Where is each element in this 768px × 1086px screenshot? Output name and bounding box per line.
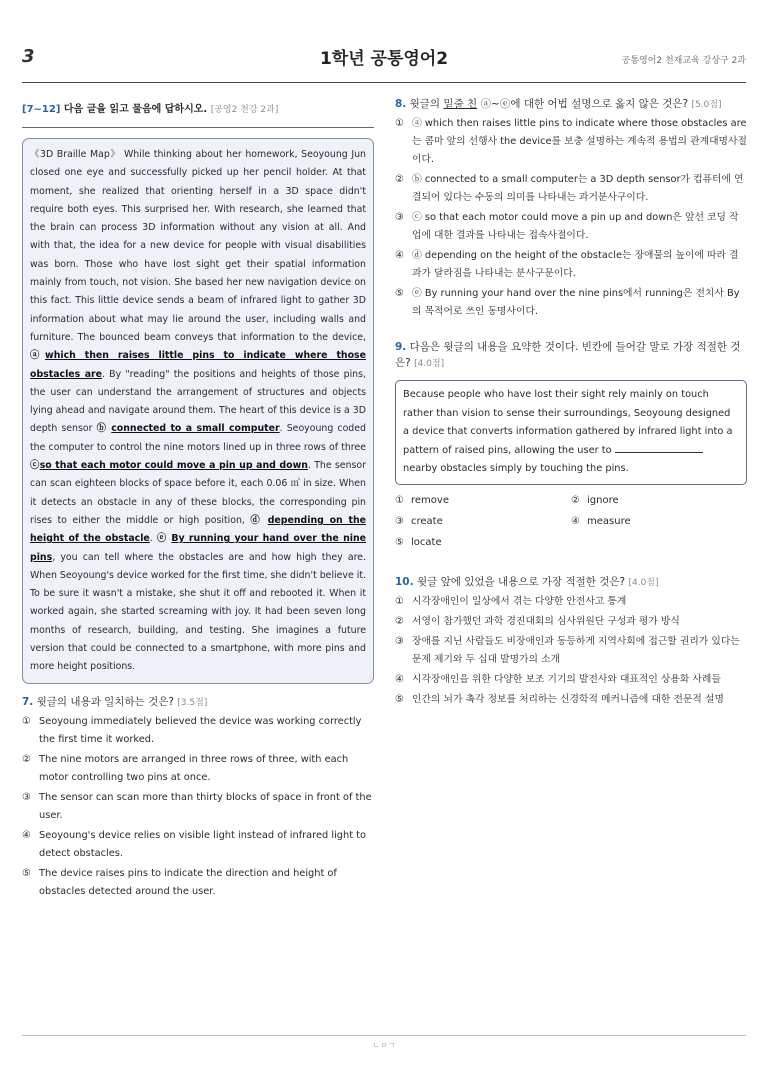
footer-divider — [22, 1035, 746, 1036]
q8-option-5-number: ⑤ — [395, 288, 404, 299]
q10-option-2[interactable] — [395, 613, 747, 631]
passage-text-4: . The sensor can scan eighteen blocks of space before it, each 0.06 ㎥ in size. When it detects an obstacle in any of these blocks, the corresponding pin rises to either the middle or high position, — [30, 460, 366, 526]
page-header — [22, 40, 746, 80]
question-8-text-underlined: 밑줄 친 — [443, 98, 478, 110]
q7-option-4[interactable] — [22, 827, 374, 863]
marker-a: ⓐ — [30, 350, 46, 362]
right-column — [395, 96, 747, 709]
passage-text-1: 《3D Braille Map》 While thinking about her homework, Seoyoung Jun closed one eye and successfully picked up her pencil holder. At that moment, she realized that orienting herself in a 3D space didn't require both eyes. This surprised her. With research, she learned that the brain can process 3D information without any vision at all. And with that, the idea for a new device for people with visual disabilities was born. Those who have lost sight get their spatial information mainly from touch, not vision. She based her new navigation device on this fact. This little device sends a beam of infrared light to gather 3D information about what may lie around the user, including walls and furniture. The bounced beam conveys that information to the device, — [30, 149, 366, 343]
q9-option-4-number: ④ — [571, 515, 580, 527]
marker-d: ⓓ — [250, 514, 263, 526]
q7-option-2-number: ② — [22, 753, 31, 765]
q8-option-4[interactable] — [395, 247, 747, 283]
q9-option-2[interactable] — [571, 491, 747, 510]
question-9-title — [395, 339, 747, 372]
reading-passage — [22, 138, 374, 684]
q8-option-3-text: ⓒ so that each motor could move a pin up and down은 앞선 코딩 작업에 대한 결과를 나타내는 접속사절이다. — [412, 212, 739, 241]
q9-option-2-number: ② — [571, 494, 580, 506]
q7-option-5-text: The device raises pins to indicate the direction and height of obstacles detected around the user. — [39, 867, 337, 897]
question-8-number: 8. — [395, 98, 407, 110]
question-8-text-pre: 윗글의 — [409, 98, 444, 110]
question-7-text: 윗글의 내용과 일치하는 것은? — [36, 695, 174, 708]
question-7 — [22, 694, 374, 901]
question-10-text: 윗글 앞에 있었을 내용으로 가장 적절한 것은? — [416, 575, 626, 588]
q7-option-2[interactable] — [22, 751, 374, 787]
page-title: 1학년 공통영어2 — [319, 49, 449, 69]
passage-text-2: . By "reading" the positions and heights of those pins, the user can understand the arrangement of structures and objects lying ahead and navigate around them. The heart of this device is a 3D depth sensor — [30, 368, 366, 435]
q9-options — [395, 491, 747, 552]
question-9-text: 다음은 윗글의 내용을 요약한 것이다. 빈칸에 들어갈 말로 가장 적절한 것은? — [395, 341, 741, 369]
q8-option-1-text: ⓐ which then raises little pins to indicate where those obstacles are는 콤마 앞의 선행사 the device를 보충 설명하는 계속적 용법의 관계대명사절이다. — [412, 118, 747, 165]
q8-option-3[interactable] — [395, 209, 747, 245]
section-instruction: 다음 글을 읽고 물음에 답하시오. — [63, 104, 208, 115]
q9-option-4[interactable] — [571, 512, 747, 531]
summary-text-pre: Because people who have lost their sight rely mainly on touch rather than vision to sense their surroundings, Seoyoung designed a device that converts information gathered by infrared light into a pattern of raised pins, allowing the user to — [403, 389, 733, 456]
q7-option-3-text: The sensor can scan more than thirty blocks of space in front of the user. — [39, 791, 372, 821]
q10-option-2-text: 서영이 참가했던 과학 경진대회의 심사위원단 구성과 평가 방식 — [412, 615, 680, 627]
question-8-title — [395, 96, 747, 113]
q9-option-5-number: ⑤ — [395, 536, 404, 548]
q8-option-2-number: ② — [395, 174, 404, 185]
header-divider — [22, 82, 746, 83]
q8-option-5-text: ⓔ By running your hand over the nine pins에서 running은 전치사 By의 목적어로 쓰인 동명사이다. — [412, 288, 740, 317]
underline-b: connected to a small computer — [111, 423, 280, 435]
q9-option-1[interactable] — [395, 491, 571, 510]
underline-e: By running your hand over the nine pins — [30, 533, 366, 563]
question-9 — [395, 339, 747, 552]
q7-option-1-number: ① — [22, 715, 31, 727]
q10-option-1-number: ① — [395, 595, 404, 607]
q7-option-5[interactable] — [22, 865, 374, 901]
q10-option-3-number: ③ — [395, 635, 404, 647]
q9-option-2-text: ignore — [587, 494, 619, 506]
section-divider — [22, 127, 374, 128]
page-subtitle: 공통영어2 천재교육 강상구 2과 — [621, 56, 746, 66]
summary-box — [395, 380, 747, 485]
q7-option-4-text: Seoyoung's device relies on visible light instead of infrared light to detect obstacles. — [39, 829, 367, 859]
footer-mark: ㄴㅇㄱ — [372, 1041, 396, 1050]
q10-option-5-text: 인간의 뇌가 촉각 정보를 처리하는 신경학적 메커니즘에 대한 전문적 설명 — [412, 693, 724, 705]
q9-option-3[interactable] — [395, 512, 571, 531]
summary-blank — [615, 442, 703, 453]
underline-c: so that each motor could move a pin up and down — [39, 460, 308, 472]
marker-c: ⓒ — [30, 460, 40, 472]
q9-option-1-text: remove — [411, 494, 449, 506]
q10-option-1[interactable] — [395, 593, 747, 611]
section-reference: [공영2 천강 2과] — [210, 105, 279, 115]
q10-option-2-number: ② — [395, 615, 404, 627]
q10-option-5-number: ⑤ — [395, 693, 404, 705]
q7-option-1[interactable] — [22, 713, 374, 749]
q9-option-1-number: ① — [395, 494, 404, 506]
q9-option-3-number: ③ — [395, 515, 404, 527]
question-10-title — [395, 574, 747, 591]
q9-option-5[interactable] — [395, 533, 571, 552]
q7-option-5-number: ⑤ — [22, 867, 31, 879]
question-8-points: [5.0점] — [691, 100, 722, 110]
q8-option-2-text: ⓑ connected to a small computer는 a 3D depth sensor가 컴퓨터에 연결되어 있다는 수동의 의미를 나타내는 과거분사구이다. — [412, 174, 744, 203]
question-10-points: [4.0점] — [628, 577, 659, 588]
q8-option-4-text: ⓓ depending on the height of the obstacle는 장애물의 높이에 따라 결과가 달라짐을 나타내는 분사구문이다. — [412, 250, 739, 279]
q7-option-1-text: Seoyoung immediately believed the device was working correctly the first time it worked. — [39, 715, 362, 745]
page-number: 3 — [22, 46, 35, 67]
question-10-number: 10. — [395, 575, 414, 588]
question-8 — [395, 96, 747, 321]
q10-option-3-text: 장애를 지닌 사람들도 비장애인과 동등하게 지역사회에 접근할 권리가 있다는 문제 제기와 두 십대 발명가의 소개 — [412, 635, 740, 665]
q10-option-4-text: 시각장애인을 위한 다양한 보조 기기의 발전사와 대표적인 상용화 사례들 — [412, 673, 721, 685]
q8-option-2[interactable] — [395, 171, 747, 207]
underline-d: depending on the height of the obstacle — [30, 514, 366, 545]
passage-text-5: . — [149, 533, 157, 545]
question-9-number: 9. — [395, 341, 407, 353]
question-8-text-post: ⓐ~ⓔ에 대한 어법 설명으로 옳지 않은 것은? — [477, 98, 689, 110]
passage-text-3: . Seoyoung coded the computer to control the nine motors lined up in three rows of three — [30, 423, 366, 453]
question-7-points: [3.5점] — [177, 697, 208, 708]
q9-option-3-text: create — [411, 515, 443, 527]
underline-a: which then raises little pins to indicate where those obstacles are — [30, 350, 366, 380]
q9-option-5-text: locate — [411, 536, 442, 548]
q10-option-5[interactable] — [395, 691, 747, 709]
q8-option-5[interactable] — [395, 285, 747, 321]
section-heading — [22, 100, 374, 115]
q8-option-3-number: ③ — [395, 212, 404, 223]
q10-option-4-number: ④ — [395, 673, 404, 685]
q10-option-3[interactable] — [395, 633, 747, 669]
q7-option-3[interactable] — [22, 789, 374, 825]
section-range: [7~12] — [22, 104, 61, 115]
passage-text-6: , you can tell where the obstacles are and how high they are. When Seoyoung's device worked for the first time, she didn't believe it. To be sure it wasn't a mistake, she shut it off and rebooted it. When it worked again, she started screaming with joy. It had been seven long months of research, building, and testing. She imagines a future version that could be connected to a smartphone, with more pins and more height positions. — [30, 551, 366, 673]
q7-option-4-number: ④ — [22, 829, 31, 841]
q7-option-2-text: The nine motors are arranged in three rows of three, with each motor controlling two pins at once. — [39, 753, 349, 783]
question-10 — [395, 574, 747, 709]
q9-option-4-text: measure — [587, 515, 631, 527]
marker-e: ⓔ — [156, 533, 168, 545]
question-7-number: 7. — [22, 695, 34, 708]
q10-option-1-text: 시각장애인이 일상에서 겪는 다양한 안전사고 통계 — [412, 595, 627, 607]
q7-option-3-number: ③ — [22, 791, 31, 803]
q8-option-1[interactable] — [395, 115, 747, 169]
q10-option-4[interactable] — [395, 671, 747, 689]
left-column — [22, 100, 374, 901]
q8-option-1-number: ① — [395, 118, 404, 129]
question-9-points: [4.0점] — [414, 359, 445, 369]
q8-option-4-number: ④ — [395, 250, 404, 261]
summary-text-post: nearby obstacles simply by touching the pins. — [403, 463, 629, 474]
marker-b: ⓑ — [96, 423, 108, 435]
question-7-title — [22, 694, 374, 711]
